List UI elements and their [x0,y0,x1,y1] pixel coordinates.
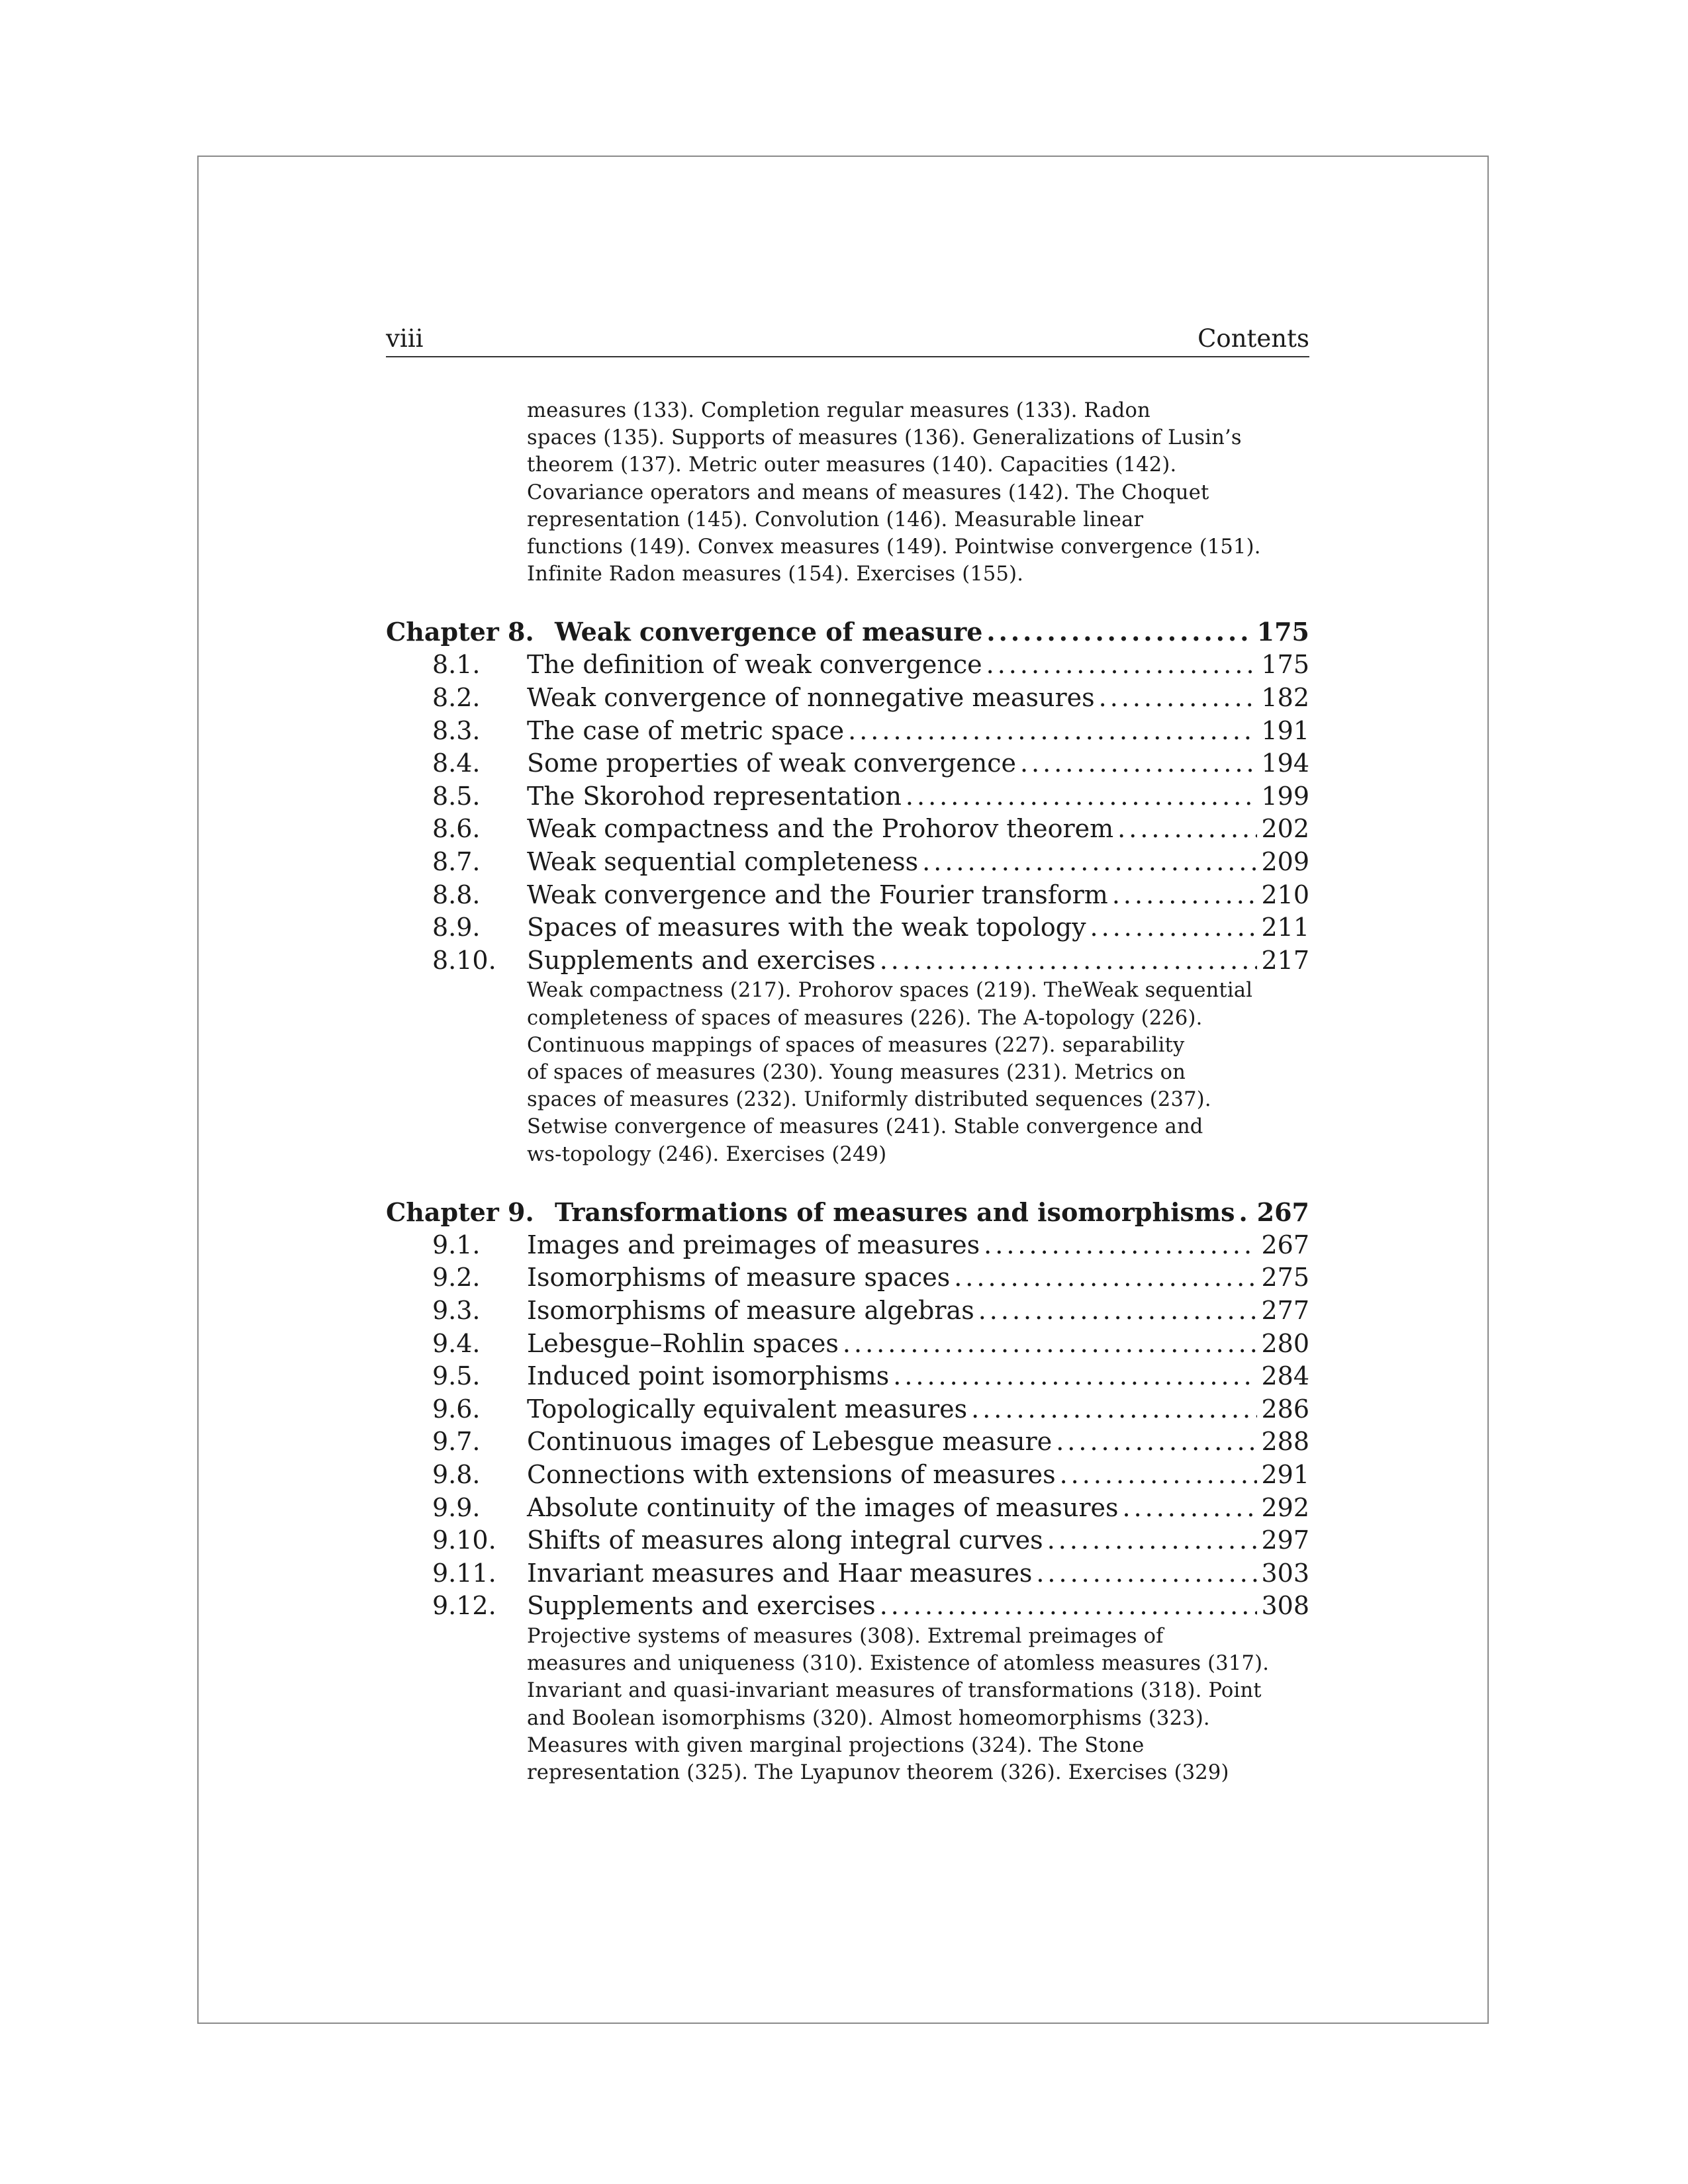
note-line: and Boolean isomorphisms (320). Almost homeomorphisms (323). [527,1706,1210,1730]
section-number: 9.2. [432,1263,481,1293]
section-title: Lebesgue–Rohlin spaces [527,1328,839,1358]
section-title: Images and preimages of measures [527,1230,980,1259]
section-number: 8.2. [432,683,481,713]
note-line: spaces of measures (232). Uniformly distributed sequences (237). [527,1088,1211,1112]
section-title: The definition of weak convergence [527,650,982,680]
section-page: 210 [1261,880,1309,909]
dot-leader [1099,682,1258,715]
dot-leader [843,1328,1258,1361]
section-number: 8.7. [432,846,481,876]
toc-entry-8-9[interactable] [386,911,1309,944]
section-title: Some properties of weak convergence [527,749,1016,778]
section-number: 9.3. [432,1295,481,1325]
section-title: Connections with extensions of measures [527,1459,1056,1489]
section-page: 182 [1261,683,1309,713]
section-title: The Skorohod representation [527,781,902,811]
note-line: Measures with given marginal projections (324). The Stone [527,1733,1145,1757]
dot-leader [1060,1459,1258,1492]
chapter-page: 267 [1256,1197,1309,1227]
section-page: 217 [1261,945,1309,975]
dot-leader [978,1295,1258,1328]
dot-leader [1056,1426,1257,1459]
toc-entry-9-12[interactable] [386,1590,1309,1623]
dot-leader [984,1229,1257,1262]
toc-entry-8-4[interactable] [386,747,1309,780]
dot-leader [1239,1196,1253,1229]
chapter-title: Transformations of measures and isomorphisms [555,1197,1235,1227]
section-page: 194 [1261,749,1309,778]
section-page: 209 [1261,846,1309,876]
toc-entry-8-5[interactable] [386,780,1309,813]
dot-leader [1122,1492,1257,1525]
note-line: Covariance operators and means of measures (142). The Choquet [527,480,1209,504]
toc-entry-8-2[interactable] [386,682,1309,715]
note-line: theorem (137). Metric outer measures (140). Capacities (142). [527,453,1177,477]
dot-leader [922,846,1257,879]
section-page: 297 [1261,1525,1309,1555]
toc-entry-9-2[interactable] [386,1261,1309,1295]
section-note-chapter-8 [527,977,1262,1167]
section-title: Induced point isomorphisms [527,1361,890,1391]
toc-entry-9-4[interactable] [386,1328,1309,1361]
toc-entry-9-1[interactable] [386,1229,1309,1262]
dot-leader [954,1261,1257,1295]
chapter-label: Chapter 8. [386,617,534,647]
dot-leader [1090,911,1258,944]
section-number: 8.3. [432,715,481,745]
section-number: 9.5. [432,1361,481,1391]
dot-leader [848,715,1257,748]
section-page: 275 [1261,1263,1309,1293]
dot-leader [986,649,1258,682]
section-page: 199 [1261,781,1309,811]
section-number: 8.10. [432,945,496,975]
section-number: 9.9. [432,1492,481,1522]
section-page: 175 [1261,650,1309,680]
toc-entry-8-10[interactable] [386,944,1309,978]
section-number: 9.10. [432,1525,496,1555]
note-line: Invariant and quasi-invariant measures of transformations (318). Point [527,1679,1262,1703]
note-line: representation (145). Convolution (146). Measurable linear [527,508,1144,531]
note-line: ws-topology (246). Exercises (249) [527,1142,887,1166]
running-title: Contents [1197,324,1309,353]
section-note-chapter-9 [527,1623,1270,1786]
section-number: 8.6. [432,814,481,844]
section-title: Weak convergence and the Fourier transform [527,880,1108,909]
section-page: 291 [1261,1459,1309,1489]
toc-entry-9-3[interactable] [386,1295,1309,1328]
section-title: Topologically equivalent measures [527,1394,968,1424]
dot-leader [1020,747,1258,780]
section-title: The case of metric space [527,715,845,745]
note-line: Setwise convergence of measures (241). Stable convergence and [527,1115,1203,1139]
dot-leader [971,1393,1257,1426]
section-title: Absolute continuity of the images of measures [527,1492,1119,1522]
note-line: Projective systems of measures (308). Extremal preimages of [527,1624,1164,1648]
dot-leader [1047,1524,1258,1557]
dot-leader [1112,879,1258,912]
section-page: 292 [1261,1492,1309,1522]
section-title: Weak sequential completeness [527,846,919,876]
toc-entry-8-8[interactable] [386,879,1309,912]
section-number: 8.5. [432,781,481,811]
toc-entry-9-8[interactable] [386,1459,1309,1492]
note-line: completeness of spaces of measures (226). The A-topology (226). [527,1006,1203,1030]
dot-leader [1036,1557,1257,1590]
note-line: functions (149). Convex measures (149). Pointwise convergence (151). [527,535,1261,559]
running-header [386,324,1309,357]
section-title: Isomorphisms of measure spaces [527,1263,951,1293]
section-number: 8.9. [432,913,481,942]
chapter-page: 175 [1256,617,1309,647]
page-number: viii [386,324,424,353]
note-line: representation (325). The Lyapunov theorem (326). Exercises (329) [527,1760,1229,1784]
section-page: 267 [1261,1230,1309,1259]
section-number: 9.6. [432,1394,481,1424]
chapter-9-heading[interactable] [386,1196,1309,1229]
section-title: Invariant measures and Haar measures [527,1558,1033,1588]
chapter-label: Chapter 9. [386,1197,534,1227]
section-title: Isomorphisms of measure algebras [527,1295,974,1325]
toc-entry-9-10[interactable] [386,1524,1309,1557]
note-line: Continuous mappings of spaces of measures (227). separability [527,1033,1185,1057]
note-line: measures (133). Completion regular measures (133). Radon [527,399,1150,422]
toc-entry-9-11[interactable] [386,1557,1309,1590]
section-note-top [527,397,1262,588]
section-title: Shifts of measures along integral curves [527,1525,1043,1555]
section-number: 9.8. [432,1459,481,1489]
section-title: Supplements and exercises [527,1591,876,1621]
chapter-title: Weak convergence of measure [555,617,983,647]
section-number: 9.11. [432,1558,496,1588]
section-page: 191 [1261,715,1309,745]
toc-entry-9-6[interactable] [386,1393,1309,1426]
note-line: measures and uniqueness (310). Existence of atomless measures (317). [527,1652,1270,1676]
note-line: of spaces of measures (230). Young measures (231). Metrics on [527,1060,1186,1084]
dot-leader [1117,813,1257,846]
toc-entry-9-9[interactable] [386,1492,1309,1525]
section-number: 9.7. [432,1427,481,1457]
section-title: Weak convergence of nonnegative measures [527,683,1095,713]
dot-leader [893,1360,1257,1393]
section-title: Supplements and exercises [527,945,876,975]
section-page: 303 [1261,1558,1309,1588]
section-page: 286 [1261,1394,1309,1424]
section-page: 288 [1261,1427,1309,1457]
section-number: 8.1. [432,650,481,680]
toc-entry-9-7[interactable] [386,1426,1309,1459]
toc-entry-8-1[interactable] [386,649,1309,682]
dot-leader [986,615,1252,649]
section-title: Weak compactness and the Prohorov theorem [527,814,1114,844]
toc-entry-9-5[interactable] [386,1360,1309,1393]
toc-page [386,324,1309,1786]
section-number: 8.8. [432,880,481,909]
section-number: 9.4. [432,1328,481,1358]
toc-entry-8-7[interactable] [386,846,1309,879]
dot-leader [906,780,1258,813]
toc-entry-8-6[interactable] [386,813,1309,846]
dot-leader [880,1590,1258,1623]
section-title: Spaces of measures with the weak topology [527,913,1086,942]
note-line: spaces (135). Supports of measures (136). Generalizations of Lusin’s [527,426,1242,450]
dot-leader [880,944,1258,978]
section-page: 211 [1261,913,1309,942]
section-page: 280 [1261,1328,1309,1358]
section-page: 284 [1261,1361,1309,1391]
note-line: Weak compactness (217). Prohorov spaces (219). TheWeak sequential [527,979,1253,1003]
chapter-8-heading[interactable] [386,615,1309,649]
section-number: 9.1. [432,1230,481,1259]
section-page: 277 [1261,1295,1309,1325]
section-number: 9.12. [432,1591,496,1621]
section-title: Continuous images of Lebesgue measure [527,1427,1053,1457]
section-page: 308 [1261,1591,1309,1621]
section-page: 202 [1261,814,1309,844]
section-number: 8.4. [432,749,481,778]
note-line: Infinite Radon measures (154). Exercises (155). [527,563,1024,586]
toc-entry-8-3[interactable] [386,715,1309,748]
